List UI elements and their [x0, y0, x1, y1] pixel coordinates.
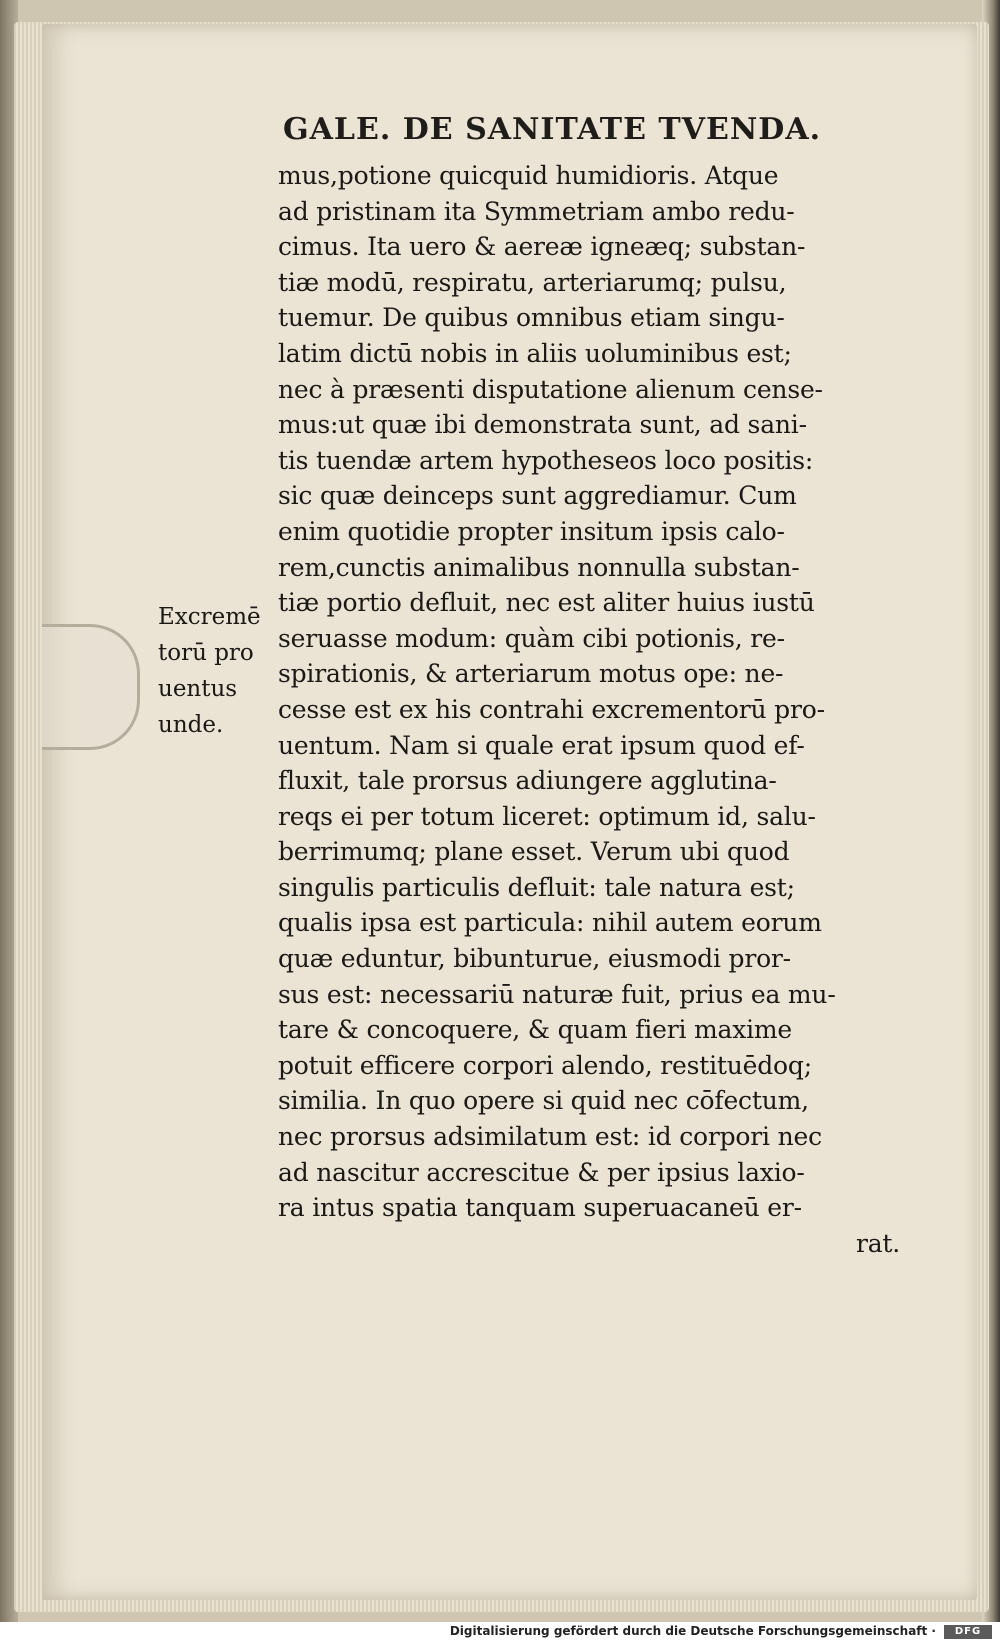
marginal-note-line: torū pro — [158, 640, 254, 666]
footer-credit: Digitalisierung gefördert durch die Deutsche Forschungsgemeinschaft · — [449, 1624, 936, 1638]
text-line: cimus. Ita uero & aereæ igneæq; substan- — [278, 232, 806, 262]
text-line: mus,potione quicquid humidioris. Atque — [278, 161, 779, 190]
marginal-note-line: uentus — [158, 676, 238, 702]
dfg-logo: DFG — [944, 1625, 992, 1639]
text-line: tiæ portio defluit, nec est aliter huius iustū — [278, 588, 815, 618]
text-line: rat. — [855, 1228, 900, 1258]
marginal-note-line: unde. — [158, 712, 224, 738]
text-line: potuit efficere corpori alendo, restituēdoq; — [278, 1050, 812, 1080]
text-line: singulis particulis defluit: tale natura est; — [278, 872, 795, 902]
marginal-note-line: Excremē — [158, 604, 261, 630]
text-line: enim quotidie propter insitum ipsis calo- — [278, 516, 785, 546]
text-line: mus:ut quæ ibi demonstrata sunt, ad sani- — [278, 410, 807, 440]
text-line: latim dictū nobis in aliis uoluminibus est; — [278, 338, 792, 368]
text-line: ra intus spatia tanquam superuacaneū er- — [278, 1193, 802, 1223]
text-line: sic quæ deinceps sunt aggrediamur. Cum — [278, 481, 797, 511]
text-line: cesse est ex his contrahi excrementorū pro- — [278, 694, 825, 724]
marginal-note — [158, 599, 288, 743]
text-line: fluxit, tale prorsus adiungere agglutina- — [278, 766, 777, 796]
text-line: tiæ modū, respiratu, arteriarumq; pulsu, — [278, 267, 787, 297]
text-line: tuemur. De quibus omnibus etiam singu- — [278, 303, 785, 333]
text-line: tare & concoquere, & quam fieri maxime — [278, 1015, 792, 1045]
text-line: qualis ipsa est particula: nihil autem eorum — [278, 908, 822, 938]
running-header: GALE. DE SANITATE TVENDA. — [283, 112, 822, 147]
text-line: ad nascitur accrescitue & per ipsius laxio- — [278, 1157, 805, 1187]
text-line: uentum. Nam si quale erat ipsum quod ef- — [278, 730, 805, 760]
text-line: similia. In quo opere si quid nec cōfectum, — [278, 1086, 809, 1116]
text-line: nec à præsenti disputatione alienum cense- — [278, 374, 823, 404]
text-line: sus est: necessariū naturæ fuit, prius ea mu- — [278, 979, 836, 1009]
text-line: quæ eduntur, bibunturue, eiusmodi pror- — [278, 944, 791, 974]
text-line: reqs ei per totum liceret: optimum id, salu- — [278, 801, 816, 831]
text-line: ad pristinam ita Symmetriam ambo redu- — [278, 196, 795, 226]
body-text — [278, 158, 918, 1261]
text-line: spirationis, & arteriarum motus ope: ne- — [278, 659, 784, 689]
text-line: berrimumq; plane esset. Verum ubi quod — [278, 837, 790, 867]
text-line: rem,cunctis animalibus nonnulla substan- — [278, 552, 800, 582]
text-line: seruasse modum: quàm cibi potionis, re- — [278, 623, 785, 653]
text-line: nec prorsus adsimilatum est: id corpori nec — [278, 1122, 822, 1152]
text-line: tis tuendæ artem hypotheseos loco positis: — [278, 445, 814, 475]
footer-bar — [0, 1622, 1000, 1642]
book-clip — [42, 624, 140, 750]
